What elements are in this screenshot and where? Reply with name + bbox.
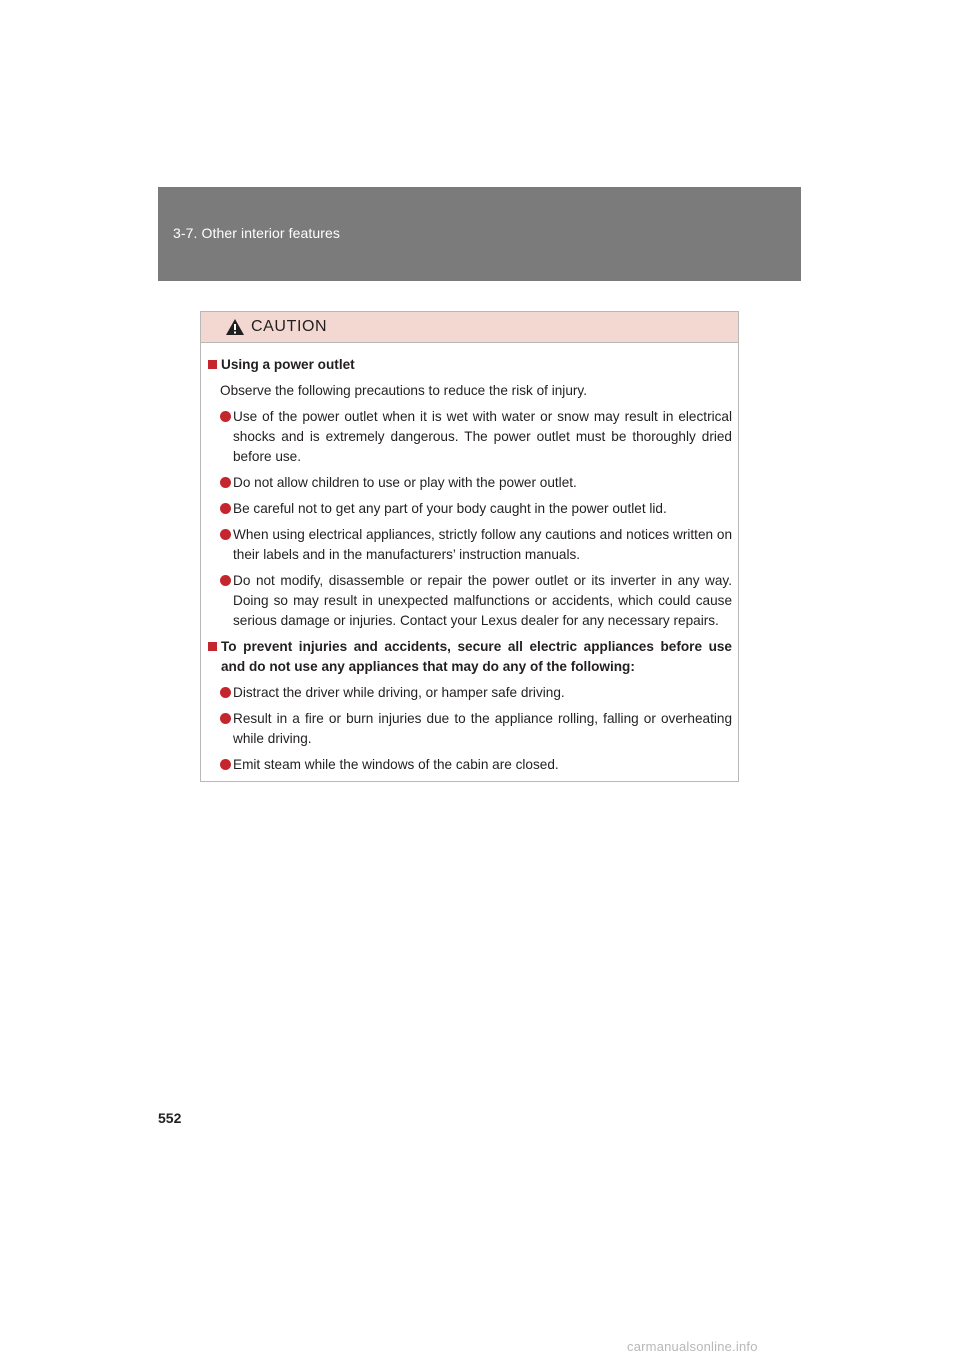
red-dot-bullet-icon [220, 477, 231, 488]
red-dot-bullet-icon [220, 529, 231, 540]
red-dot-bullet-icon [220, 575, 231, 586]
red-dot-bullet-icon [220, 713, 231, 724]
section-intro: Observe the following precautions to reduce the risk of injury. [220, 383, 587, 398]
watermark: carmanualsonline.info [627, 1339, 758, 1354]
red-dot-bullet-icon [220, 503, 231, 514]
list-item-text: Emit steam while the windows of the cabin are closed. [233, 757, 559, 772]
caution-header [201, 312, 738, 343]
section-heading [208, 355, 732, 375]
header-band [158, 187, 801, 281]
list-item [208, 571, 732, 631]
list-item [208, 499, 732, 519]
list-item [208, 755, 732, 775]
section-heading [208, 637, 732, 677]
list-item-text: Be careful not to get any part of your body caught in the power outlet lid. [233, 501, 667, 516]
caution-body [201, 343, 738, 775]
caution-box [200, 311, 739, 782]
red-dot-bullet-icon [220, 411, 231, 422]
list-item-text: Result in a fire or burn injuries due to the appliance rolling, falling or overheating while driving. [233, 711, 732, 746]
list-item [208, 473, 732, 493]
warning-triangle-icon [225, 318, 245, 336]
red-square-bullet-icon [208, 360, 217, 369]
list-item [208, 525, 732, 565]
list-item-text: When using electrical appliances, strictly follow any cautions and notices written on their labels and in the manufacturers’ instruction manuals. [233, 527, 732, 562]
list-item-text: Use of the power outlet when it is wet with water or snow may result in electrical shocks and is extremely dangerous. The power outlet must be thoroughly dried before use. [233, 409, 732, 464]
section-heading-text: Using a power outlet [221, 357, 355, 372]
section-heading-text: To prevent injuries and accidents, secure all electric appliances before use and do not use any appliances that may do any of the following: [221, 639, 732, 674]
list-item [208, 407, 732, 467]
list-item-text: Distract the driver while driving, or hamper safe driving. [233, 685, 565, 700]
section-title: 3-7. Other interior features [173, 225, 340, 241]
list-item [208, 709, 732, 749]
caution-label: CAUTION [251, 318, 328, 335]
red-square-bullet-icon [208, 642, 217, 651]
list-item [208, 683, 732, 703]
list-item-text: Do not modify, disassemble or repair the power outlet or its inverter in any way. Doing so may result in unexpected malfunctions or accidents, which could cause serious damage or injuries. Contact your Lexus dealer for any necessary repairs. [233, 573, 732, 628]
list-item-text: Do not allow children to use or play with the power outlet. [233, 475, 577, 490]
page-number: 552 [158, 1110, 182, 1126]
red-dot-bullet-icon [220, 759, 231, 770]
red-dot-bullet-icon [220, 687, 231, 698]
